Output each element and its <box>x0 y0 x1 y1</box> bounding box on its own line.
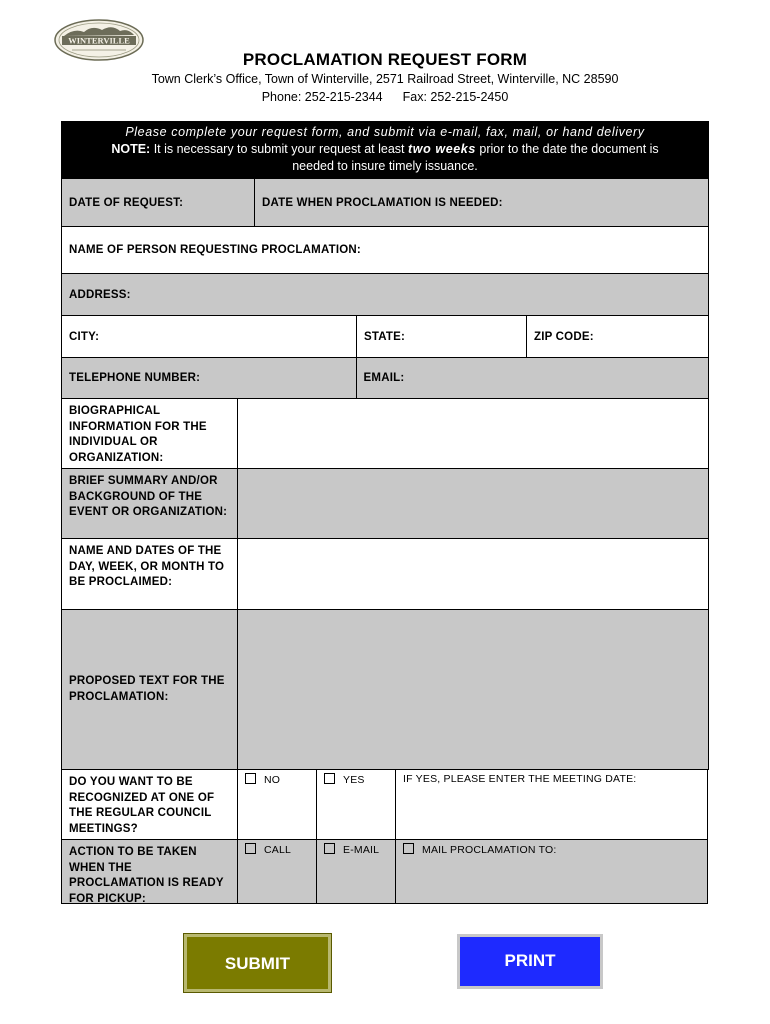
office-address: Town Clerk’s Office, Town of Winterville, 2571 Railroad Street, Winterville, NC 28590 <box>151 72 619 86</box>
meeting-date-field[interactable]: IF YES, PLEASE ENTER THE MEETING DATE: <box>395 769 708 840</box>
note-emphasis: two weeks <box>407 142 476 156</box>
print-label: PRINT <box>504 950 556 970</box>
form-row-recognition <box>61 770 709 841</box>
action-call-option[interactable] <box>237 839 317 904</box>
yes-checkbox[interactable] <box>324 773 335 784</box>
print-button[interactable] <box>457 934 603 989</box>
submit-label: SUBMIT <box>224 954 291 973</box>
name-dates-input[interactable] <box>237 538 709 610</box>
requester-name-field[interactable]: NAME OF PERSON REQUESTING PROCLAMATION: <box>61 226 709 274</box>
contact-numbers <box>0 90 770 104</box>
summary-input[interactable] <box>237 468 709 539</box>
submit-button[interactable] <box>184 934 331 992</box>
action-mail-option[interactable] <box>395 839 708 904</box>
svg-text:WINTERVILLE: WINTERVILLE <box>68 35 130 46</box>
proposed-text-input[interactable] <box>237 609 709 770</box>
instructions-line: Please complete your request form, and submit via e-mail, fax, mail, or hand delivery <box>125 125 645 139</box>
note-label: NOTE: <box>111 142 151 156</box>
name-dates-label: NAME AND DATES OF THE DAY, WEEK, OR MONTH TO BE PROCLAIMED: <box>61 538 238 610</box>
city-field[interactable]: CITY: <box>61 315 357 358</box>
recognition-no-option[interactable] <box>237 769 317 840</box>
form-row-contact <box>61 358 709 400</box>
action-email-option[interactable] <box>316 839 396 904</box>
telephone-field[interactable]: TELEPHONE NUMBER: <box>61 357 357 399</box>
mail-label: MAIL PROCLAMATION TO: <box>422 844 557 856</box>
no-checkbox[interactable] <box>245 773 256 784</box>
proposed-text-label: PROPOSED TEXT FOR THE PROCLAMATION: <box>61 609 238 770</box>
form-row-dates <box>61 179 709 228</box>
biographical-input[interactable] <box>237 398 709 469</box>
note-line-continued: needed to insure timely issuance. <box>292 159 478 173</box>
recognition-question: DO YOU WANT TO BE RECOGNIZED AT ONE OF THE REGULAR COUNCIL MEETINGS? <box>61 769 238 840</box>
form-row-name-dates <box>61 539 709 611</box>
mail-checkbox[interactable] <box>403 843 414 854</box>
recognition-yes-option[interactable] <box>316 769 396 840</box>
yes-label: YES <box>343 774 365 786</box>
action-question: ACTION TO BE TAKEN WHEN THE PROCLAMATION IS READY FOR PICKUP: <box>61 839 238 904</box>
no-label: NO <box>264 774 281 786</box>
form-row-biographical <box>61 399 709 470</box>
form-row-proposed-text <box>61 610 709 771</box>
instructions-banner <box>61 121 709 179</box>
email-checkbox[interactable] <box>324 843 335 854</box>
call-label: CALL <box>264 844 292 856</box>
email-option-label: E-MAIL <box>343 844 380 856</box>
form-row-name <box>61 227 709 275</box>
page-title: PROCLAMATION REQUEST FORM <box>242 50 528 69</box>
note-text-before: It is necessary to submit your request at least <box>150 142 408 156</box>
form-row-address <box>61 274 709 317</box>
summary-label: BRIEF SUMMARY AND/OR BACKGROUND OF THE EVENT OR ORGANIZATION: <box>61 468 238 539</box>
address-field[interactable]: ADDRESS: <box>61 273 709 316</box>
note-text-after: prior to the date the document is <box>475 142 659 156</box>
call-checkbox[interactable] <box>245 843 256 854</box>
state-field[interactable]: STATE: <box>356 315 527 358</box>
biographical-label: BIOGRAPHICAL INFORMATION FOR THE INDIVIDUAL OR ORGANIZATION: <box>61 398 238 469</box>
email-field[interactable]: EMAIL: <box>356 357 709 399</box>
date-needed-field[interactable]: DATE WHEN PROCLAMATION IS NEEDED: <box>254 178 709 227</box>
form-row-city <box>61 316 709 359</box>
form-row-action <box>61 840 709 905</box>
fax-number: Fax: 252-215-2450 <box>402 90 509 104</box>
zip-code-field[interactable]: ZIP CODE: <box>526 315 709 358</box>
note-line <box>61 141 709 158</box>
form-row-summary <box>61 469 709 540</box>
date-of-request-field[interactable]: DATE OF REQUEST: <box>61 178 255 227</box>
phone-number: Phone: 252-215-2344 <box>261 90 383 104</box>
